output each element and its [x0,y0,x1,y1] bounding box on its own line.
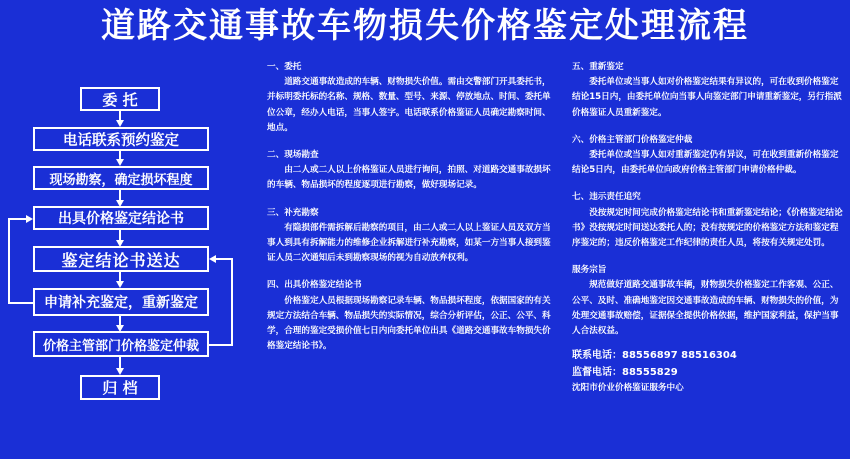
flow-loop-line [231,258,233,346]
flow-step-arbitration: 价格主管部门价格鉴定仲裁 [33,331,209,357]
flow-arrow [116,368,124,375]
section-heading: 七、违示责任追究 [572,192,641,203]
flow-loop-line [8,218,10,304]
section-heading: 服务宗旨 [572,265,607,276]
flow-step-site-survey: 现场勘察，确定损坏程度 [33,166,209,190]
flow-step-supplementary-reappraisal: 申请补充鉴定，重新鉴定 [33,288,209,316]
section-body: 委托单位或当事人如对价格鉴定结果有异议的，可在收到价格鉴定结论15日内，由委托单位向当事人向鉴定部门申请重新鉴定，另行指派价格鉴证人员重新鉴定。 [572,77,842,118]
flow-step-deliver-conclusion: 鉴定结论书送达 [33,246,209,272]
section-body: 有隐损部件需拆解后勘察的项目，由二人或二人以上鉴证人员及双方当事人到具有拆解能力的维修企业拆解进行补充勘察，如某一方当事人接到鉴证人员二次通知后未到勘察现场的视为自动放弃权利。 [267,222,551,264]
flow-arrow [26,215,33,223]
section-body: 规范做好道路交通事故车辆，财物损失价格鉴定工作客观、公正、公平、及时、准确地鉴定因交通事故造成的车辆、财物损失的价值，为处理交通事故赔偿，证据保全提供价格依据，维护国家利益，保护当事人合法权益。 [572,280,839,337]
flow-step-entrust: 委 托 [80,87,160,111]
section-heading: 三、补充勘察 [267,207,319,218]
supervise-phone: 监督电话：88555829 [572,367,678,379]
section-body: 委托单位或当事人如对重新鉴定仍有异议，可在收到重新价格鉴定结论5日内，由委托单位向政府价格主管部门申请价格仲裁。 [572,150,839,176]
flow-loop-line [8,218,26,220]
flow-loop-line [8,302,33,304]
section-heading: 六、价格主管部门价格鉴定仲裁 [572,134,693,145]
contact-phone: 联系电话：88556897 88516304 [572,350,737,362]
page-title: 道路交通事故车物损失价格鉴定处理流程 [101,6,749,46]
section-heading: 二、现场勘查 [267,150,319,161]
flow-step-phone-appointment: 电话联系预约鉴定 [33,127,209,151]
section-heading: 四、出具价格鉴定结论书 [267,280,362,291]
section-body: 由二人或二人以上价格鉴证人员进行询问，拍照、对道路交通事故损坏的车辆、物品损坏的程度逐项进行勘察，做好现场记录。 [267,165,551,191]
section-body: 价格鉴定人员根据现场勘察记录车辆、物品损坏程度，依据国家的有关规定方法结合车辆、物品损失的实际情况，综合分析评估，公正、公平、科学，合理的鉴定受损价值七日内向委托单位出具《道路交通事故车物损失价格鉴定结论书》。 [267,295,551,352]
procedure-text-right [572,60,844,396]
flow-step-archive: 归 档 [80,375,160,400]
section-body: 道路交通事故造成的车辆、财物损失价值。需由交警部门开具委托书，并标明委托标的名称、规格、数量、型号、来源、停放地点、时间、委托单位公章，经办人电话，当事人签字。电话联系价格鉴证人员确定勘察时间、地点。 [267,77,551,133]
flow-step-issue-conclusion: 出具价格鉴定结论书 [33,206,209,230]
flow-arrow [116,281,124,288]
organization-name: 沈阳市价业价格鉴证服务中心 [572,383,684,394]
section-heading: 一、委托 [267,62,302,72]
flowchart [0,0,250,459]
section-body: 没按规定时间完成价格鉴定结论书和重新鉴定结论；《价格鉴定结论书》没按规定时间送达委托人的；没有按规定的价格鉴定方法和鉴定程序鉴定的；违反价格鉴定工作纪律的责任人员，将按有关规定处罚。 [572,207,843,249]
section-heading: 五、重新鉴定 [572,62,624,72]
flow-arrow [116,159,124,166]
procedure-text-left [267,60,555,354]
flow-arrow [209,255,216,263]
flow-loop-line [209,344,233,346]
flow-arrow [116,120,124,127]
flow-loop-line [215,258,233,260]
